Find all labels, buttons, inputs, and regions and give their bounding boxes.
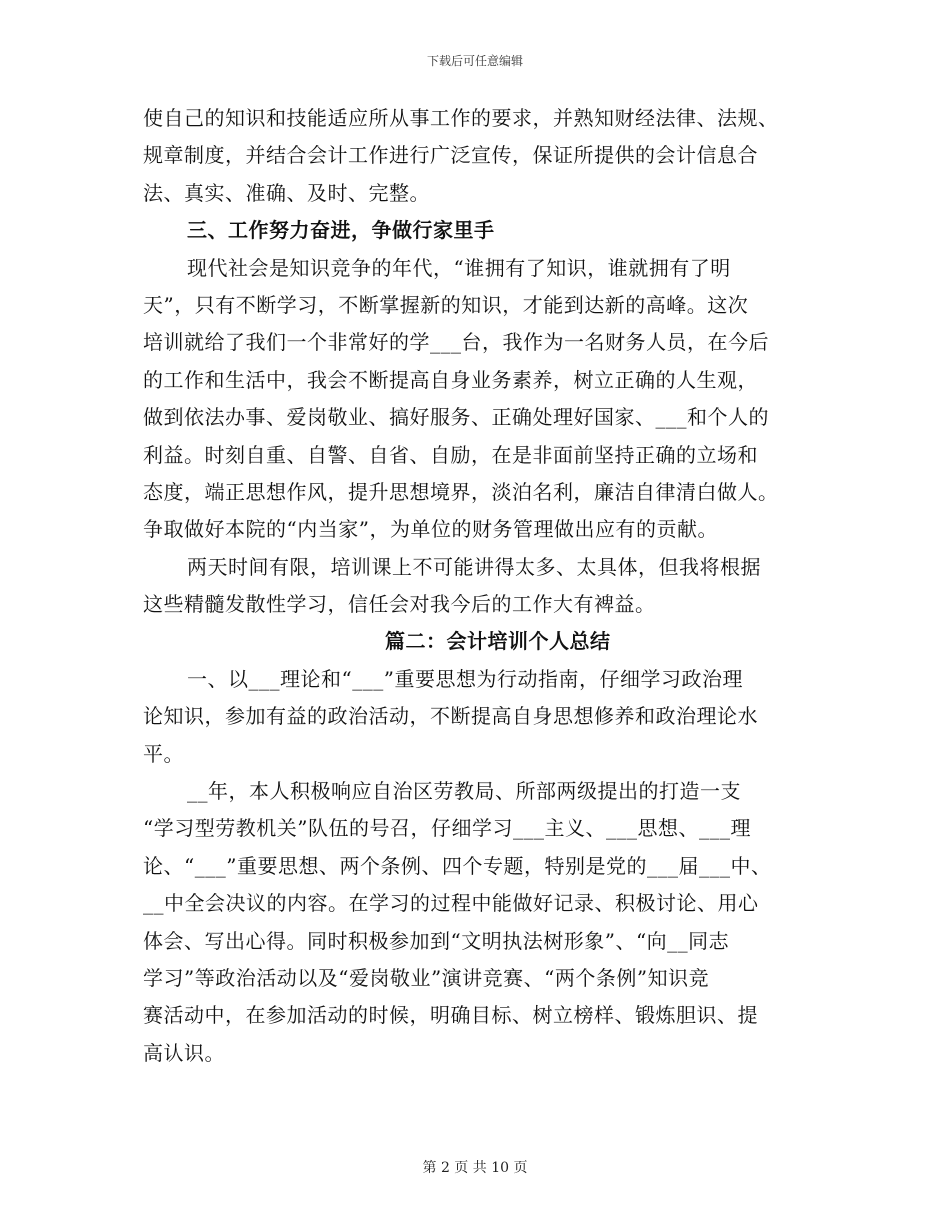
text-line: 赛活动中，在参加活动的时候，明确目标、树立榜样、锻炼胆识、提 [143,1003,758,1028]
text-line: 一、以___理论和“___”重要思想为行动指南，仔细学习政治理 [187,666,743,691]
text-line: 两天时间有限，培训课上不可能讲得太多、太具体，但我将根据 [187,554,761,579]
text-line: 规章制度，并结合会计工作进行广泛宣传，保证所提供的会计信息合 [143,143,758,168]
section-heading: 三、工作努力奋进，争做行家里手 [187,218,495,243]
page-header: 下载后可任意编辑 [426,54,523,68]
text-line: 论知识，参加有益的政治活动，不断提高自身思想修养和政治理论水 [143,704,758,729]
text-line: __年，本人积极响应自治区劳教局、所部两级提出的打造一支 [187,779,741,804]
text-line: 的工作和生活中，我会不断提高自身业务素养，树立正确的人生观， [143,367,758,392]
section-heading: 篇二：会计培训个人总结 [385,629,611,654]
text-line: 这些精髓发散性学习，信任会对我今后的工作大有裨益。 [143,592,656,617]
text-line: 培训就给了我们一个非常好的学___台，我作为一名财务人员，在今后 [143,330,769,355]
text-line: 使自己的知识和技能适应所从事工作的要求，并熟知财经法律、法规、 [143,106,779,130]
text-line: 高认识。 [143,1040,225,1065]
document-body [143,100,823,1072]
text-line: 现代社会是知识竞争的年代，“谁拥有了知识，谁就拥有了明 [187,255,731,280]
text-line: __中全会决议的内容。在学习的过程中能做好记录、积极讨论、用心 [143,891,759,916]
page-number: 第 2 页 共 10 页 [422,1160,528,1176]
text-line: 平。 [143,741,184,766]
text-line: “学习型劳教机关”队伍的号召，仔细学习___主义、___思想、___理 [143,816,751,841]
text-line: 态度，端正思想作风，提升思想境界，淡泊名利，廉洁自律清白做人。 [143,479,779,504]
text-line: 法、真实、准确、及时、完整。 [143,180,430,205]
text-line: 争取做好本院的“内当家”，为单位的财务管理做出应有的贡献。 [143,517,718,542]
text-line: 体会、写出心得。同时积极参加到“文明执法树形象”、“向__同志 [143,928,730,953]
text-line: 论、“___”重要思想、两个条例、四个专题，特别是党的___届___中、 [143,853,772,878]
text-line: 利益。时刻自重、自警、自省、自励，在是非面前坚持正确的立场和 [143,442,758,467]
text-line: 天”，只有不断学习，不断掌握新的知识，才能到达新的高峰。这次 [143,292,749,317]
text-line: 做到依法办事、爱岗敬业、搞好服务、正确处理好国家、___和个人的 [143,405,769,430]
text-line: 学习”等政治活动以及“爱岗敬业”演讲竞赛、“两个条例”知识竞 [143,965,710,990]
